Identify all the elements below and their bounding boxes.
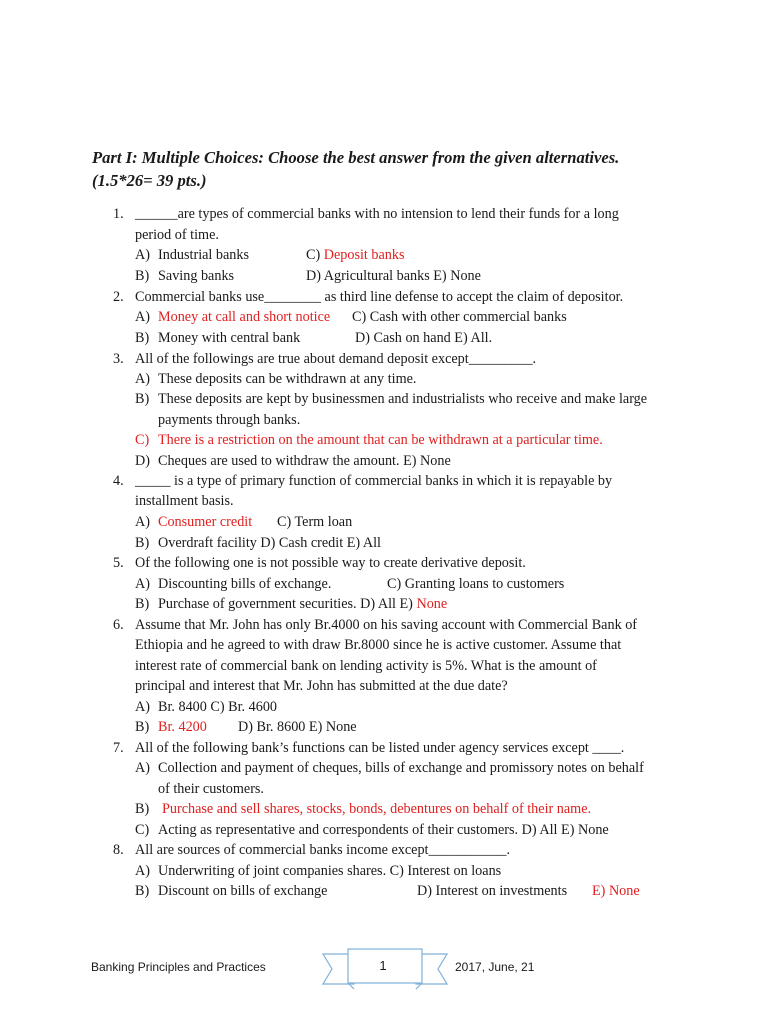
question-number: 7. xyxy=(113,740,124,756)
option-d-e: D) Br. 8600 E) None xyxy=(238,719,357,735)
question-stem: ______are types of commercial banks with no intension to lend their funds for a long xyxy=(135,206,619,222)
question-stem: Commercial banks use________ as third line defense to accept the claim of depositor. xyxy=(135,289,624,305)
correct-answer: Br. 4200 xyxy=(158,719,207,735)
page-number: 1 xyxy=(379,958,387,973)
option-a: Industrial banks xyxy=(158,247,250,263)
option-letter: B) xyxy=(135,330,150,346)
option-letter: A) xyxy=(135,760,150,776)
option-letter: C) xyxy=(135,822,150,838)
option-letter: D) xyxy=(135,453,150,469)
option-b-cont: payments through banks. xyxy=(158,412,301,428)
question-stem-cont: period of time. xyxy=(135,227,219,243)
correct-answer: E) None xyxy=(592,883,640,899)
option-b: These deposits are kept by businessmen and industrialists who receive and make large xyxy=(158,391,648,407)
question-stem-cont: principal and interest that Mr. John has submitted at the due date? xyxy=(135,678,508,694)
question-stem-cont: interest rate of commercial bank on lending activity is 5%. What is the amount of xyxy=(135,658,597,674)
question-stem: Assume that Mr. John has only Br.4000 on his saving account with Commercial Bank of xyxy=(135,617,638,633)
option-d-e: D) Cash on hand E) All. xyxy=(355,330,493,346)
correct-answer: None xyxy=(416,596,448,612)
option-b-d-e: Purchase of government securities. D) All E) None xyxy=(158,596,448,612)
option-b: Discount on bills of exchange xyxy=(158,883,328,899)
option-b: Saving banks xyxy=(158,268,235,284)
option-letter: B) xyxy=(135,596,150,612)
option-a: Collection and payment of cheques, bills of exchange and promissory notes on behalf xyxy=(158,760,644,776)
correct-answer: Purchase and sell shares, stocks, bonds, debentures on behalf of their name. xyxy=(162,801,592,817)
option-letter: B) xyxy=(135,391,150,407)
question-number: 3. xyxy=(113,351,124,367)
option-letter: B) xyxy=(135,535,150,551)
option-letter: B) xyxy=(135,883,150,899)
option-c: C) Granting loans to customers xyxy=(387,576,565,592)
option-letter: B) xyxy=(135,801,150,817)
correct-answer: Deposit banks xyxy=(323,247,405,263)
section-heading xyxy=(92,146,677,192)
option-c: C) Deposit banks xyxy=(306,247,405,263)
question-stem-cont: installment basis. xyxy=(135,493,234,509)
option-letter: A) xyxy=(135,699,150,715)
footer-date: 2017, June, 21 xyxy=(455,960,535,974)
option-letter: A) xyxy=(135,309,150,325)
question-stem: All of the following bank’s functions can be listed under agency services except ____. xyxy=(135,740,625,756)
option-d-e: D) Agricultural banks E) None xyxy=(306,268,481,284)
correct-answer: Money at call and short notice xyxy=(158,309,331,325)
heading-line-2: (1.5*26= 39 pts.) xyxy=(92,171,207,190)
option-a-cont: of their customers. xyxy=(158,781,264,797)
heading-line-1: Part I: Multiple Choices: Choose the best answer from the given alternatives. xyxy=(92,148,620,167)
question-stem-cont: Ethiopia and he agreed to with draw Br.8000 since he is active customer. Assume that xyxy=(135,637,622,653)
option-c: C) Cash with other commercial banks xyxy=(352,309,567,325)
question-stem: All are sources of commercial banks income except___________. xyxy=(135,842,511,858)
question-number: 5. xyxy=(113,555,124,571)
option-a-c: Br. 8400 C) Br. 4600 xyxy=(158,699,278,715)
option-letter: A) xyxy=(135,863,150,879)
question-number: 1. xyxy=(113,206,124,222)
option-letter: A) xyxy=(135,576,150,592)
option-letter: A) xyxy=(135,371,150,387)
question-number: 8. xyxy=(113,842,124,858)
question-stem: All of the followings are true about demand deposit except_________. xyxy=(135,351,537,367)
option-c-d-e: Acting as representative and correspondents of their customers. D) All E) None xyxy=(158,822,609,838)
option-a-c: Underwriting of joint companies shares. C) Interest on loans xyxy=(158,863,502,879)
option-a: Discounting bills of exchange. xyxy=(158,576,332,592)
option-letter: B) xyxy=(135,268,150,284)
option-d: D) Interest on investments xyxy=(417,883,568,899)
option-b-d-e: Overdraft facility D) Cash credit E) All xyxy=(158,535,381,551)
correct-answer: Consumer credit xyxy=(158,514,253,530)
footer-course-title: Banking Principles and Practices xyxy=(91,960,266,974)
option-letter: C) xyxy=(135,432,150,448)
question-stem: Of the following one is not possible way to create derivative deposit. xyxy=(135,555,526,571)
question-number: 6. xyxy=(113,617,124,633)
correct-answer: There is a restriction on the amount that can be withdrawn at a particular time. xyxy=(158,432,603,448)
question-number: 2. xyxy=(113,289,124,305)
option-letter: A) xyxy=(135,247,150,263)
option-a: These deposits can be withdrawn at any time. xyxy=(158,371,417,387)
question-stem: _____ is a type of primary function of commercial banks in which it is repayable by xyxy=(135,473,613,489)
question-number: 4. xyxy=(113,473,124,489)
option-c: C) Term loan xyxy=(277,514,353,530)
option-d-e: Cheques are used to withdraw the amount. E) None xyxy=(158,453,451,469)
option-letter: A) xyxy=(135,514,150,530)
option-letter: B) xyxy=(135,719,150,735)
option-b: Money with central bank xyxy=(158,330,301,346)
